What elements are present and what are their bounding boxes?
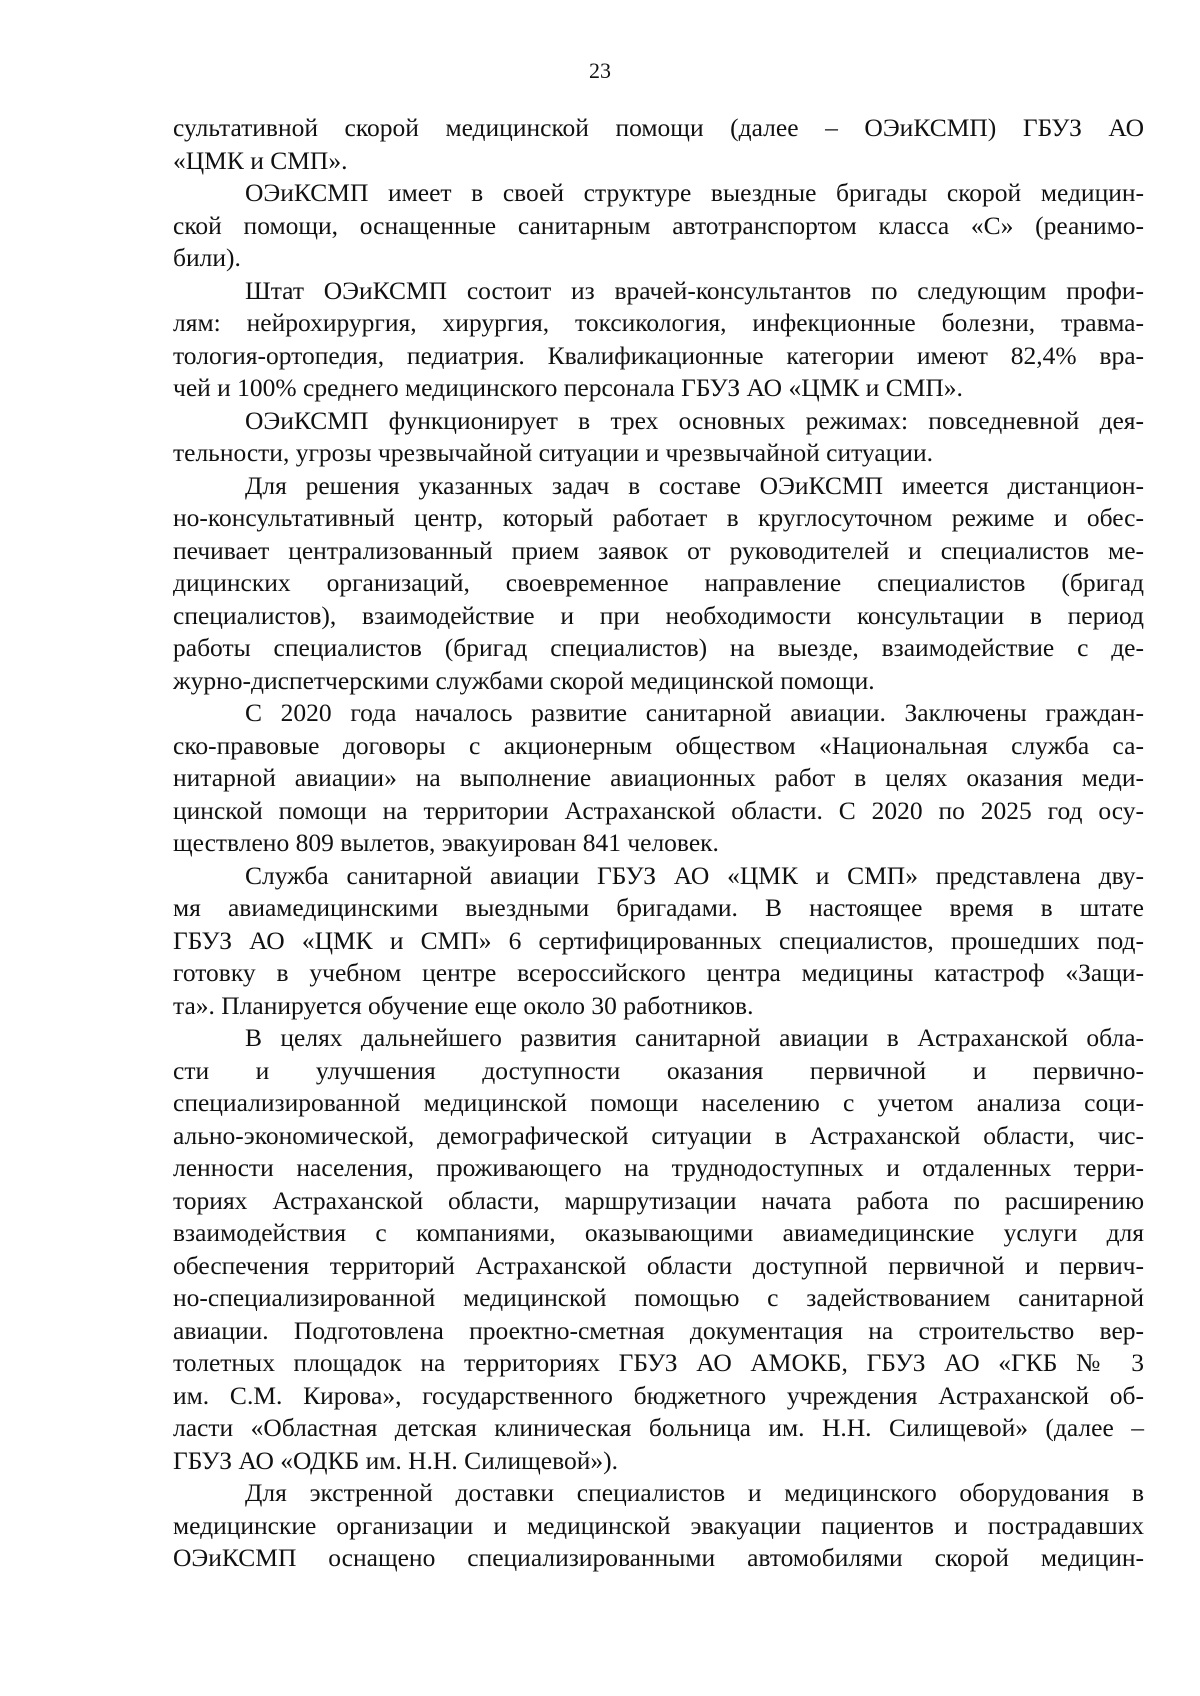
paragraph xyxy=(173,112,1144,177)
text-line: Служба санитарной авиации ГБУЗ АО «ЦМК и СМП» представлена дву- xyxy=(245,860,1144,890)
text-line: ально-экономической, демографической ситуации в Астраханской области, чис- xyxy=(173,1120,1144,1150)
document-body xyxy=(173,112,1144,1575)
text-line: «ЦМК и СМП». xyxy=(173,145,348,175)
paragraph xyxy=(173,1477,1144,1575)
text-line: Для экстренной доставки специалистов и медицинского оборудования в xyxy=(245,1478,1144,1507)
text-line: ГБУЗ АО «ЦМК и СМП» 6 сертифицированных специалистов, прошедших под- xyxy=(173,925,1144,955)
text-line: Штат ОЭиКСМП состоит из врачей-консультантов по следующим профи- xyxy=(245,275,1144,305)
text-line: сти и улучшения доступности оказания первичной и первично- xyxy=(173,1055,1144,1085)
text-line: Для решения указанных задач в составе ОЭиКСМП имеется дистанцион- xyxy=(245,470,1144,500)
text-line: но-консультативный центр, который работает в круглосуточном режиме и обес- xyxy=(173,503,1144,532)
page-number: 23 xyxy=(589,58,611,83)
text-line: ОЭиКСМП имеет в своей структуре выездные бригады скорой медицин- xyxy=(245,178,1144,207)
text-line: чей и 100% среднего медицинского персонала ГБУЗ АО «ЦМК и СМП». xyxy=(173,373,963,402)
text-line: цинской помощи на территории Астраханской области. С 2020 по 2025 год осу- xyxy=(173,795,1144,825)
text-line: лям: нейрохирургия, хирургия, токсикология, инфекционные болезни, травма- xyxy=(173,308,1144,337)
paragraph xyxy=(173,860,1144,1023)
text-line: ласти «Областная детская клиническая больница им. Н.Н. Силищевой» (далее – xyxy=(173,1413,1144,1442)
text-line: В целях дальнейшего развития санитарной авиации в Астраханской обла- xyxy=(245,1023,1144,1052)
text-line: тельности, угрозы чрезвычайной ситуации и чрезвычайной ситуации. xyxy=(173,438,933,467)
text-line: журно-диспетчерскими службами скорой медицинской помощи. xyxy=(173,665,875,695)
text-line: им. С.М. Кирова», государственного бюджетного учреждения Астраханской об- xyxy=(173,1380,1144,1410)
text-line: работы специалистов (бригад специалистов) на выезде, взаимодействие с де- xyxy=(173,633,1144,662)
text-line: готовку в учебном центре всероссийского центра медицины катастроф «Защи- xyxy=(173,958,1144,987)
paragraph xyxy=(173,405,1144,470)
text-line: С 2020 года началось развитие санитарной авиации. Заключены граждан- xyxy=(245,698,1144,727)
paragraph xyxy=(173,177,1144,275)
text-line: ской помощи, оснащенные санитарным автотранспортом класса «С» (реанимо- xyxy=(173,210,1144,240)
text-line: та». Планируется обучение еще около 30 работников. xyxy=(173,990,754,1020)
text-line: сультативной скорой медицинской помощи (далее – ОЭиКСМП) ГБУЗ АО xyxy=(173,113,1144,142)
text-line: мя авиамедицинскими выездными бригадами. В настоящее время в штате xyxy=(173,893,1144,922)
text-line: толетных площадок на территориях ГБУЗ АО АМОКБ, ГБУЗ АО «ГКБ № 3 xyxy=(173,1348,1144,1377)
text-line: ОЭиКСМП оснащено специализированными автомобилями скорой медицин- xyxy=(173,1543,1144,1572)
text-line: ществлено 809 вылетов, эвакуирован 841 человек. xyxy=(173,828,719,857)
paragraph xyxy=(173,697,1144,860)
text-line: ториях Астраханской области, маршрутизации начата работа по расширению xyxy=(173,1185,1144,1215)
text-line: тология-ортопедия, педиатрия. Квалификационные категории имеют 82,4% вра- xyxy=(173,340,1144,370)
text-line: ско-правовые договоры с акционерным обществом «Национальная служба са- xyxy=(173,730,1144,760)
text-line: авиации. Подготовлена проектно-сметная документация на строительство вер- xyxy=(173,1315,1144,1345)
text-line: нитарной авиации» на выполнение авиационных работ в целях оказания меди- xyxy=(173,763,1144,792)
paragraph xyxy=(173,470,1144,698)
text-line: печивает централизованный прием заявок от руководителей и специалистов ме- xyxy=(173,535,1144,565)
text-line: специализированной медицинской помощи населению с учетом анализа соци- xyxy=(173,1088,1144,1117)
paragraph xyxy=(173,1022,1144,1477)
text-line: обеспечения территорий Астраханской области доступной первичной и первич- xyxy=(173,1250,1144,1280)
text-line: медицинские организации и медицинской эвакуации пациентов и пострадавших xyxy=(173,1510,1144,1540)
text-line: но-специализированной медицинской помощью с задействованием санитарной xyxy=(173,1283,1144,1312)
text-line: ОЭиКСМП функционирует в трех основных режимах: повседневной дея- xyxy=(245,405,1144,435)
text-line: дицинских организаций, своевременное направление специалистов (бригад xyxy=(173,568,1144,597)
text-line: взаимодействия с компаниями, оказывающими авиамедицинские услуги для xyxy=(173,1218,1144,1247)
text-line: ГБУЗ АО «ОДКБ им. Н.Н. Силищевой»). xyxy=(173,1445,618,1475)
text-line: специалистов), взаимодействие и при необходимости консультации в период xyxy=(173,600,1144,630)
text-line: били). xyxy=(173,243,241,272)
paragraph xyxy=(173,275,1144,405)
text-line: ленности населения, проживающего на труднодоступных и отдаленных терри- xyxy=(173,1153,1144,1182)
